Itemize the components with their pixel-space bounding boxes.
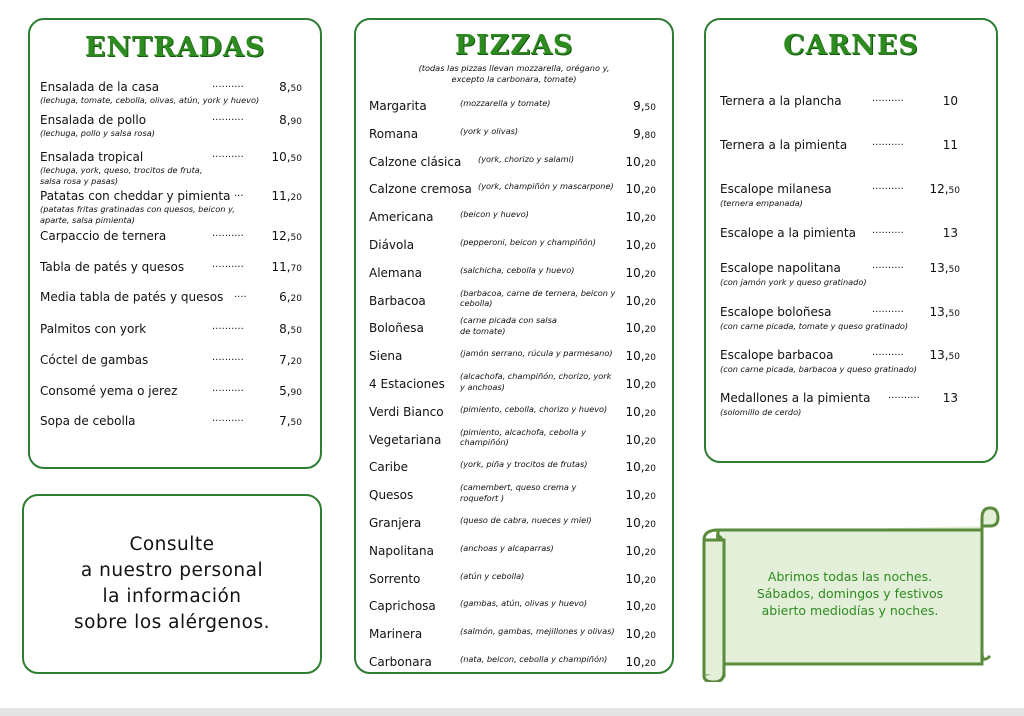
item-price [625, 488, 656, 502]
item-price [279, 353, 302, 367]
price-integer: 10, [625, 460, 645, 475]
price-integer: 10, [625, 377, 645, 391]
pizza-ingredients: (camembert, queso crema y [460, 482, 577, 493]
pizza-name: Caprichosa [369, 599, 436, 614]
allergen-line: Consulte [129, 534, 215, 555]
pizza-ingredients: (york, chorizo y salami) [478, 153, 575, 164]
price-integer: 13, [929, 348, 949, 362]
price-decimal: 50 [290, 154, 302, 164]
price-integer: 10, [625, 210, 645, 225]
leader-dots: .......... [872, 181, 904, 192]
carnes-title: CARNES [783, 30, 919, 61]
price-integer: 8, [279, 80, 291, 94]
meat-dish-description: (con carne picada, barbacoa y queso gratinado) [720, 364, 917, 374]
price-integer: 10, [625, 543, 645, 558]
price-integer: 10, [625, 154, 645, 169]
pizza-name: Barbacoa [369, 293, 426, 308]
price-integer: 10, [271, 150, 291, 164]
item-price [279, 113, 302, 127]
price-decimal: 20 [644, 659, 656, 669]
pizza-ingredients: (salmón, gambas, mejillones y olivas) [460, 626, 615, 637]
price-decimal: 20 [644, 381, 656, 391]
pizza-ingredients: (atún y cebolla) [460, 570, 525, 581]
leader-dots: .......... [212, 259, 244, 270]
entradas-panel [28, 18, 322, 469]
price-decimal: 20 [644, 631, 656, 642]
meat-dish-name: Ternera a la pimienta [720, 138, 848, 152]
opening-hours-line: Sábados, domingos y festivos [756, 586, 944, 601]
item-price [625, 405, 656, 419]
pizza-ingredients: (nata, beicon, cebolla y champiñón) [460, 654, 608, 664]
opening-hours-text [730, 568, 970, 619]
pizza-ingredients: (york, piña y trocitos de frutas) [460, 459, 588, 470]
item-price [625, 266, 656, 280]
price-decimal: 50 [290, 84, 302, 94]
item-price [943, 94, 958, 108]
price-decimal: 20 [290, 357, 302, 367]
leader-dots: .......... [212, 321, 244, 332]
item-price [279, 290, 302, 304]
opening-hours-scroll [700, 506, 1000, 682]
dish-name: Sopa de cebolla [40, 414, 136, 428]
pizza-name: Boloñesa [369, 321, 424, 336]
dish-name: Ensalada tropical [40, 150, 144, 164]
pizza-name: 4 Estaciones [369, 377, 445, 391]
pizza-ingredients: cebolla) [460, 298, 493, 309]
item-price [633, 127, 656, 141]
price-integer: 9, [633, 99, 645, 113]
pizza-name: Margarita [369, 99, 427, 113]
item-price [625, 238, 656, 252]
price-integer: 10, [625, 238, 645, 252]
item-price [271, 150, 302, 164]
leader-dots: .......... [212, 79, 244, 90]
leader-dots: .......... [888, 390, 920, 401]
pizza-ingredients: (alcachofa, champiñón, chorizo, york [460, 371, 612, 381]
price-integer: 13, [929, 305, 949, 319]
dish-name: Ensalada de pollo [40, 113, 147, 127]
price-decimal: 20 [644, 492, 656, 503]
price-integer: 7, [279, 353, 291, 367]
dish-name: Palmitos con york [40, 322, 147, 336]
price-decimal: 50 [290, 326, 302, 336]
item-price [929, 182, 960, 196]
meat-dish-description: (solomillo de cerdo) [720, 407, 802, 417]
pizza-ingredients: de tomate) [460, 325, 506, 336]
pizza-ingredients: (york y olivas) [460, 125, 519, 136]
pizza-ingredients: (pepperoni, beicon y champiñón) [460, 237, 596, 247]
price-decimal: 70 [290, 264, 302, 274]
price-integer: 10, [625, 599, 645, 614]
leader-dots: .......... [212, 413, 244, 424]
price-integer: 10, [625, 265, 645, 280]
price-decimal: 90 [290, 388, 302, 398]
dish-name: Media tabla de patés y quesos [40, 290, 224, 304]
price-decimal: 90 [290, 117, 302, 127]
pizza-name: Napolitana [369, 543, 434, 558]
item-price [929, 261, 960, 275]
price-decimal: 80 [644, 130, 656, 141]
dish-description: salsa rosa y pasas) [40, 175, 119, 186]
price-integer: 13 [942, 391, 958, 405]
item-price [633, 99, 656, 113]
item-price [625, 599, 656, 613]
meat-dish-description: (con jamón york y queso gratinado) [720, 277, 867, 287]
pizza-name: Diávola [369, 238, 415, 252]
item-price [279, 322, 302, 336]
leader-dots: .......... [872, 137, 904, 148]
dish-name: Patatas con cheddar y pimienta [40, 189, 231, 203]
item-price [943, 138, 958, 152]
pizza-ingredients: champiñón) [460, 437, 509, 448]
price-decimal: 50 [948, 352, 960, 362]
price-decimal: 20 [644, 186, 656, 197]
pizza-ingredients: (carne picada con salsa [460, 315, 557, 326]
pizza-ingredients: (barbacoa, carne de ternera, beicon y [460, 287, 616, 298]
price-integer: 10, [625, 516, 645, 530]
price-decimal: 20 [290, 193, 302, 203]
item-price [271, 260, 302, 274]
price-decimal: 20 [644, 353, 656, 364]
dish-name: Consomé yema o jerez [40, 384, 178, 398]
dish-description: (lechuga, pollo y salsa rosa) [40, 128, 155, 138]
price-decimal: 50 [644, 103, 656, 113]
item-price [943, 391, 958, 405]
dish-description: (patatas fritas gratinadas con quesos, beicon y, [40, 204, 235, 214]
pizza-name: Caribe [369, 460, 408, 475]
leader-dots: .......... [872, 260, 904, 271]
dish-description: (lechuga, tomate, cebolla, olivas, atún, york y huevo) [40, 95, 260, 105]
leader-dots: .... [234, 289, 247, 300]
item-price [943, 226, 958, 240]
item-price [279, 384, 302, 398]
price-decimal: 20 [644, 408, 656, 419]
price-integer: 10, [625, 293, 645, 308]
item-price [625, 210, 656, 224]
pizza-ingredients: (salchicha, cebolla y huevo) [460, 264, 575, 275]
price-decimal: 20 [644, 297, 656, 308]
meat-dish-name: Escalope napolitana [720, 261, 841, 275]
pizzas-panel [354, 18, 674, 674]
item-price [271, 229, 302, 243]
dish-description: aparte, salsa pimienta) [40, 214, 135, 225]
pizza-name: Quesos [369, 488, 414, 503]
pizzas-subtitle-line: excepto la carbonara, tomate) [451, 74, 577, 84]
leader-dots: .......... [212, 112, 244, 123]
price-integer: 10, [625, 432, 645, 447]
item-price [929, 305, 960, 319]
pizza-ingredients: (jamón serrano, rúcula y parmesano) [460, 348, 613, 359]
price-integer: 7, [279, 414, 291, 428]
price-integer: 8, [279, 113, 291, 127]
price-integer: 11 [942, 138, 958, 152]
price-decimal: 20 [644, 325, 656, 336]
pizza-ingredients: (queso de cabra, nueces y miel) [460, 515, 592, 525]
price-decimal: 50 [948, 265, 960, 275]
pizza-ingredients: (york, champiñón y mascarpone) [478, 181, 614, 192]
price-decimal: 50 [290, 418, 302, 428]
pizza-name: Sorrento [369, 571, 421, 586]
pizza-ingredients: (pimiento, alcachofa, cebolla y [460, 426, 586, 437]
leader-dots: .......... [872, 93, 904, 104]
item-price [625, 321, 656, 335]
pizzas-subtitle [356, 63, 672, 85]
dish-name: Carpaccio de ternera [40, 229, 167, 243]
price-integer: 8, [279, 322, 291, 336]
allergen-text [74, 532, 270, 636]
price-decimal: 20 [644, 242, 656, 252]
allergen-line: a nuestro personal [80, 560, 264, 581]
pizza-ingredients: (pimiento, cebolla, chorizo y huevo) [460, 403, 608, 414]
pizza-name: Romana [369, 126, 419, 141]
price-integer: 11, [271, 260, 291, 274]
pizza-name: Carbonara [369, 655, 432, 669]
price-decimal: 20 [644, 464, 656, 475]
opening-hours-line: abierto mediodías y noches. [761, 603, 939, 618]
item-price [279, 414, 302, 428]
price-decimal: 20 [644, 269, 656, 280]
meat-dish-name: Escalope barbacoa [720, 348, 834, 362]
item-price [625, 294, 656, 308]
leader-dots: .......... [872, 225, 904, 236]
pizza-ingredients: y anchoas) [460, 381, 505, 392]
pizza-name: Calzone cremosa [369, 182, 472, 197]
pizza-name: Siena [369, 349, 403, 364]
price-integer: 5, [279, 384, 291, 398]
item-price [625, 516, 656, 530]
leader-dots: .......... [212, 149, 244, 160]
pizza-ingredients: (anchoas y alcaparras) [460, 542, 554, 553]
price-integer: 10, [625, 404, 645, 419]
leader-dots: ... [234, 188, 244, 199]
price-decimal: 20 [644, 575, 656, 586]
item-price [625, 572, 656, 586]
price-integer: 10, [625, 349, 645, 364]
pizza-name: Americana [369, 210, 434, 225]
item-price [625, 627, 656, 641]
price-integer: 10, [625, 655, 645, 669]
allergen-notice [22, 494, 322, 674]
pizza-name: Vegetariana [369, 432, 442, 447]
pizza-ingredients: (beicon y huevo) [460, 209, 529, 220]
pizza-ingredients: (gambas, atún, olivas y huevo) [460, 598, 588, 609]
item-price [625, 349, 656, 363]
carnes-panel [704, 18, 998, 463]
price-integer: 12, [929, 182, 949, 196]
price-decimal: 20 [644, 547, 656, 558]
price-integer: 12, [271, 229, 291, 243]
meat-dish-name: Escalope a la pimienta [720, 226, 856, 240]
item-price [625, 544, 656, 558]
meat-dish-name: Escalope boloñesa [720, 305, 832, 319]
pizzas-subtitle-line: (todas las pizzas llevan mozzarella, orégano y, [418, 63, 610, 73]
item-price [625, 460, 656, 474]
price-decimal: 50 [948, 309, 960, 319]
leader-dots: .......... [212, 352, 244, 363]
price-decimal: 20 [644, 520, 656, 530]
pizza-name: Calzone clásica [369, 154, 462, 169]
price-decimal: 20 [644, 158, 656, 169]
pizza-name: Verdi Bianco [369, 404, 444, 419]
item-price [625, 433, 656, 447]
pizza-name: Alemana [369, 265, 422, 280]
dish-name: Ensalada de la casa [40, 80, 160, 94]
price-decimal: 50 [948, 186, 960, 196]
item-price [625, 155, 656, 169]
opening-hours-line: Abrimos todas las noches. [767, 569, 933, 584]
footer-bar [0, 708, 1024, 716]
pizzas-title: PIZZAS [454, 30, 574, 61]
meat-dish-description: (con carne picada, tomate y queso gratinado) [720, 321, 909, 331]
price-integer: 10 [942, 94, 958, 108]
price-integer: 10, [625, 488, 645, 503]
leader-dots: .......... [872, 347, 904, 358]
pizza-name: Granjera [369, 516, 422, 530]
item-price [625, 182, 656, 196]
price-integer: 9, [633, 126, 645, 141]
dish-description: (lechuga, york, queso, trocitos de fruta, [40, 165, 203, 175]
item-price [271, 189, 302, 203]
pizza-ingredients: (mozzarella y tomate) [460, 98, 551, 108]
leader-dots: .......... [872, 304, 904, 315]
pizza-ingredients: roquefort ) [460, 492, 505, 503]
item-price [625, 655, 656, 669]
meat-dish-description: (ternera empanada) [720, 198, 803, 208]
price-integer: 11, [271, 189, 291, 203]
leader-dots: .......... [212, 228, 244, 239]
price-decimal: 20 [644, 436, 656, 447]
item-price [625, 377, 656, 391]
price-decimal: 50 [290, 233, 302, 243]
price-integer: 10, [625, 321, 645, 336]
price-decimal: 20 [644, 214, 656, 225]
price-integer: 10, [625, 571, 645, 586]
price-integer: 10, [625, 627, 645, 642]
price-integer: 13, [929, 261, 949, 275]
meat-dish-name: Escalope milanesa [720, 182, 832, 196]
entradas-title: ENTRADAS [84, 32, 266, 63]
price-integer: 13 [942, 226, 958, 240]
leader-dots: .......... [212, 383, 244, 394]
dish-name: Tabla de patés y quesos [40, 260, 185, 274]
meat-dish-name: Ternera a la plancha [720, 94, 842, 108]
price-integer: 6, [279, 290, 291, 304]
allergen-line: sobre los alérgenos. [74, 612, 270, 633]
pizza-name: Marinera [369, 627, 423, 642]
item-price [279, 80, 302, 94]
meat-dish-name: Medallones a la pimienta [720, 391, 871, 405]
price-decimal: 20 [644, 603, 656, 614]
price-decimal: 20 [290, 294, 302, 304]
dish-name: Cóctel de gambas [40, 353, 149, 367]
allergen-line: la información [102, 586, 242, 607]
price-integer: 10, [625, 182, 645, 197]
item-price [929, 348, 960, 362]
